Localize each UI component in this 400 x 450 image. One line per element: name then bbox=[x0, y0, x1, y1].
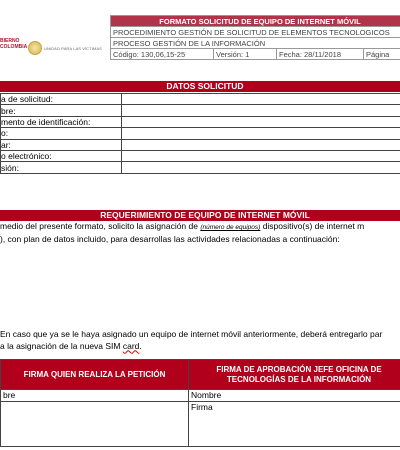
field-label: o electrónico: bbox=[1, 150, 122, 161]
requerimiento-text-1a: medio del presente formato, solicito la asignación de bbox=[0, 221, 201, 231]
note-text-1: En caso que ya se le haya asignado un equipo de internet móvil anteriormente, deberá entregarlo par bbox=[0, 329, 383, 339]
requerimiento-text-1b: dispositivo(s) de internet m bbox=[260, 221, 365, 231]
field-value[interactable] bbox=[122, 128, 400, 139]
field-value[interactable] bbox=[122, 139, 400, 150]
table-row bbox=[1, 116, 400, 127]
process-name: PROCESO GESTIÓN DE LA INFORMACIÓN bbox=[111, 38, 400, 49]
firma-aprobacion-header-line2: TECNOLOGÍAS DE LA INFORMACIÓN bbox=[226, 374, 372, 384]
note-paragraph bbox=[0, 329, 382, 352]
table-row bbox=[1, 162, 400, 173]
requerimiento-text-2: ), con plan de datos incluido, para desarrollas las actividades relacionadas a continuación: bbox=[0, 233, 340, 244]
coat-of-arms-icon bbox=[28, 41, 42, 55]
note-text-2a: a la asignación de la nueva SIM bbox=[0, 340, 123, 351]
unit-logo-text: UNIDAD PARA LAS VÍCTIMAS bbox=[44, 46, 102, 51]
aprobacion-name-cell[interactable]: Nombre bbox=[189, 390, 400, 402]
logo-text-line2: COLOMBIA bbox=[0, 44, 28, 50]
table-row bbox=[1, 150, 400, 161]
document-version: Versión: 1 bbox=[214, 49, 277, 60]
field-label: o: bbox=[1, 128, 122, 139]
form-title: FORMATO SOLICITUD DE EQUIPO DE INTERNET MÓVIL bbox=[111, 16, 400, 27]
procedure-name: PROCEDIMIENTO GESTIÓN DE SOLICITUD DE ELEMENTOS TECNOLOGICOS bbox=[111, 27, 400, 38]
note-text-2b: . bbox=[139, 340, 142, 351]
field-value[interactable] bbox=[122, 162, 400, 173]
table-row bbox=[1, 139, 400, 150]
header-logo bbox=[0, 12, 110, 52]
field-label: bre: bbox=[1, 105, 122, 116]
document-page: Página bbox=[364, 49, 400, 60]
field-label: a de solicitud: bbox=[1, 94, 122, 105]
document-header-table bbox=[110, 15, 400, 60]
firma-aprobacion-header-line1: FIRMA DE APROBACIÓN JEFE OFICINA DE bbox=[216, 364, 382, 374]
datos-solicitud-title: DATOS SOLICITUD bbox=[0, 81, 400, 92]
firmas-table bbox=[0, 359, 400, 447]
field-value[interactable] bbox=[122, 105, 400, 116]
field-label: sión: bbox=[1, 162, 122, 173]
table-row bbox=[1, 105, 400, 116]
firma-aprobacion-header bbox=[189, 360, 400, 390]
table-row bbox=[1, 94, 400, 105]
field-label: ar: bbox=[1, 139, 122, 150]
field-value[interactable] bbox=[122, 150, 400, 161]
equipment-count-placeholder: (número de equipos) bbox=[200, 224, 261, 231]
note-word-card: card bbox=[122, 340, 140, 351]
field-value[interactable] bbox=[122, 94, 400, 105]
table-row bbox=[1, 128, 400, 139]
government-logo-text bbox=[0, 38, 27, 50]
document-date: Fecha: 28/11/2018 bbox=[277, 49, 364, 60]
requerimiento-paragraph bbox=[0, 221, 364, 245]
logo-text-line1: BIERNO bbox=[0, 38, 20, 44]
datos-solicitud-table bbox=[0, 93, 400, 174]
aprobacion-signature-cell[interactable]: Firma bbox=[189, 402, 400, 447]
peticion-signature-cell[interactable] bbox=[1, 402, 189, 447]
peticion-name-cell[interactable]: bre bbox=[1, 390, 189, 402]
field-label: mento de identificación: bbox=[1, 116, 122, 127]
firma-peticion-header: FIRMA QUIEN REALIZA LA PETICIÓN bbox=[1, 360, 189, 390]
document-code: Código: 130,06,15-25 bbox=[111, 49, 214, 60]
field-value[interactable] bbox=[122, 116, 400, 127]
requerimiento-title: REQUERIMIENTO DE EQUIPO DE INTERNET MÓVIL bbox=[0, 210, 400, 221]
